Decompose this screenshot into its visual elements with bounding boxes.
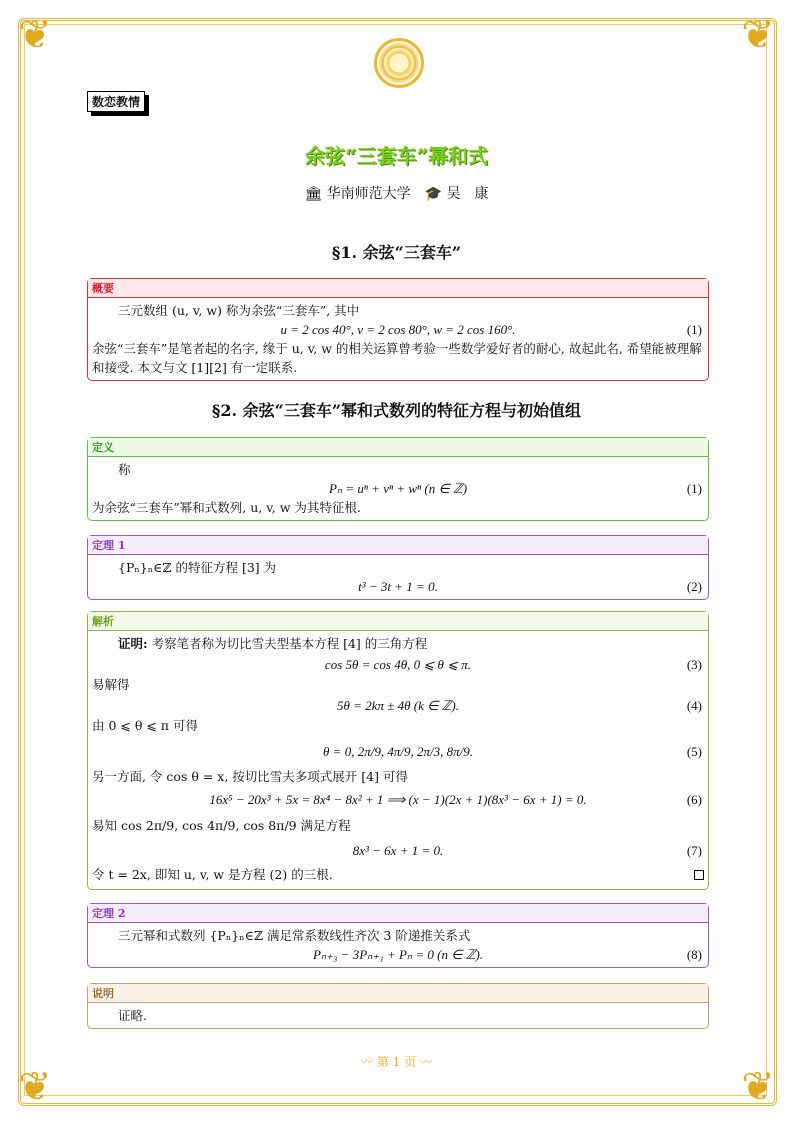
graduation-cap-icon: 🎓 [424, 186, 443, 202]
qed-square-icon [694, 870, 704, 880]
theorem-2-box [87, 903, 709, 968]
definition-box [87, 437, 709, 521]
text: 三元数组 (u, v, w) 称为余弦“三套车”, 其中 [118, 303, 360, 318]
equation-number: (1) [686, 481, 702, 496]
ornament-left-icon: 〰 [361, 1055, 377, 1069]
page-number: 第 1 页 [376, 1055, 417, 1069]
page-title: 余弦“三套车”幂和式 [304, 144, 488, 168]
equation-body: θ = 0, 2π/9, 4π/9, 2π/3, 8π/9. [323, 743, 473, 759]
box-heading: 定义 [88, 438, 708, 457]
equation-body: cos 5θ = cos 4θ, 0 ⩽ θ ⩽ π. [324, 656, 472, 672]
equation-number: (5) [686, 743, 702, 759]
ornament-right-icon: 〰 [416, 1055, 432, 1069]
text: 证略. [118, 1008, 147, 1023]
seal-emblem-icon [374, 38, 424, 88]
text: 考察笔者称为切比雪夫型基本方程 [4] 的三角方程 [147, 636, 428, 651]
equation-number: (2) [686, 579, 702, 594]
corner-ornament-icon: ❦ [18, 12, 52, 58]
proof-label: 证明: [118, 636, 148, 651]
summary-box [87, 278, 709, 381]
equation-body: 8x³ − 6x + 1 = 0. [352, 842, 444, 858]
text [92, 634, 704, 655]
equation-number: (7) [686, 842, 702, 858]
equation-body: 16x⁵ − 20x³ + 5x = 8x⁴ − 8x² + 1 ⟹ (x − 1)(2x + 1)(8x³ − 6x + 1) = 0. [209, 791, 587, 807]
equation [92, 945, 704, 964]
theorem-1-box [87, 535, 709, 600]
corner-ornament-icon: ❦ [741, 1064, 775, 1110]
box-heading: 概要 [88, 279, 708, 298]
institution-icon: 🏛 [304, 186, 323, 202]
page-footer [0, 1053, 793, 1070]
text: 令 t = 2x, 即知 u, v, w 是方程 (2) 的三根. [92, 867, 333, 882]
text: 易知 cos 2π/9, cos 4π/9, cos 8π/9 满足方程 [92, 818, 351, 833]
box-heading: 定理 2 [88, 904, 708, 923]
equation [92, 479, 704, 498]
text: 称 [118, 462, 131, 477]
equation-number: (3) [686, 656, 702, 672]
text: 另一方面, 令 cos θ = x, 按切比雪夫多项式展开 [4] 可得 [92, 769, 408, 784]
equation-body: Pₙ₊₃ − 3Pₙ₊₁ + Pₙ = 0 (n ∈ ℤ). [312, 947, 484, 962]
section-2-heading: §2. 余弦“三套车”幂和式数列的特征方程与初始值组 [211, 401, 582, 420]
equation-number: (6) [686, 791, 702, 807]
equation-number: (1) [686, 322, 702, 337]
box-heading: 解析 [88, 612, 708, 631]
remark-box [87, 983, 709, 1029]
author-name: 吴 康 [446, 186, 489, 202]
affiliation: 华南师范大学 [326, 186, 411, 202]
corner-ornament-icon: ❦ [18, 1064, 52, 1110]
equation [92, 577, 704, 596]
equation [92, 655, 704, 676]
header-tag: 数恋教情 [87, 91, 145, 112]
text [92, 861, 704, 886]
equation-number: (4) [686, 697, 702, 713]
equation-number: (8) [686, 947, 702, 962]
equation [92, 320, 704, 339]
equation-body: u = 2 cos 40°, v = 2 cos 80°, w = 2 cos 160°. [280, 322, 516, 337]
text: 由 0 ⩽ θ ⩽ π 可得 [92, 718, 198, 733]
box-heading: 说明 [88, 984, 708, 1003]
equation [92, 841, 704, 862]
equation-body: t³ − 3t + 1 = 0. [358, 579, 438, 594]
text: 易解得 [92, 677, 130, 692]
equation [92, 737, 704, 768]
author-line [0, 183, 793, 203]
text: 为余弦“三套车”幂和式数列, u, v, w 为其特征根. [92, 500, 361, 515]
text: 余弦“三套车”是笔者起的名字, 缘于 u, v, w 的相关运算曾考验一些数学爱好者的耐心, 故起此名, 希望能被理解和接受. 本文与文 [1][2] 有一定联系. [92, 341, 702, 375]
text: {Pₙ}ₙ∈ℤ 的特征方程 [3] 为 [118, 560, 277, 575]
equation-body: 5θ = 2kπ ± 4θ (k ∈ ℤ). [337, 697, 459, 713]
section-1-heading: §1. 余弦“三套车” [331, 243, 462, 262]
equation [92, 788, 704, 813]
equation [92, 696, 704, 717]
solution-box [87, 611, 709, 890]
corner-ornament-icon: ❦ [741, 12, 775, 58]
equation-body: Pₙ = uⁿ + vⁿ + wⁿ (n ∈ ℤ) [328, 481, 468, 496]
box-heading: 定理 1 [88, 536, 708, 555]
text: 三元幂和式数列 {Pₙ}ₙ∈ℤ 满足常系数线性齐次 3 阶递推关系式 [118, 928, 471, 943]
